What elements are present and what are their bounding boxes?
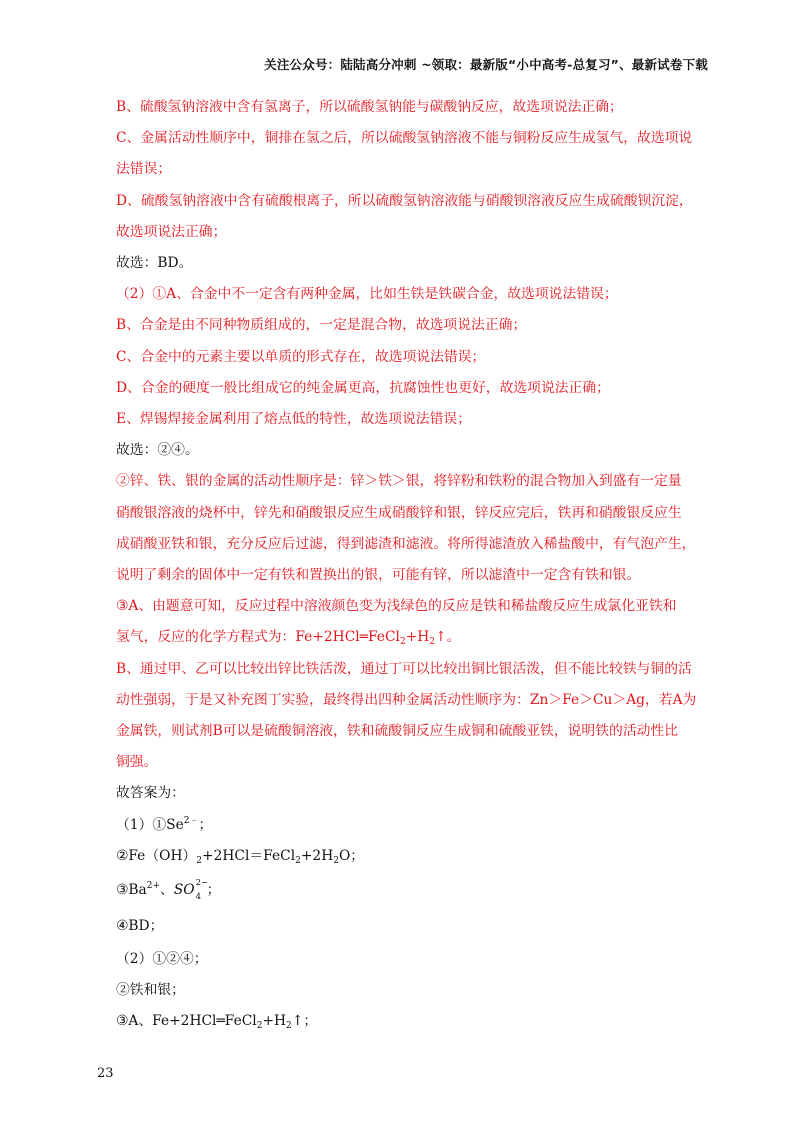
text-line: B、硫酸氢钠溶液中含有氢离子，所以硫酸氢钠能与碳酸钠反应，故选项说法正确； [116,99,623,115]
answer-line: ④BD； [116,918,164,935]
text-span: ③Ba [116,882,147,899]
atom-subscript: 4 [195,891,201,902]
text-line: B、通过甲、乙可以比较出锌比铁活泼，通过丁可以比较出铜比银活泼，但不能比较铁与铜的活 [116,660,692,677]
text-line: ③A、由题意可知，反应过程中溶液颜色变为浅绿色的反应是铁和稀盐酸反应生成氯化亚铁和 [116,598,677,615]
text-span: ③A、Fe+2HCl═FeCl [116,1013,257,1030]
text-span: O； [338,847,365,864]
answer-title: 故答案为： [116,785,185,802]
subscript: 2 [333,855,339,866]
text-span: ↑； [291,1013,318,1030]
text-line: D、硫酸氢钠溶液中含有硫酸根离子，所以硫酸氢钠溶液能与硝酸钡溶液反应生成硫酸钡沉淀， [116,192,693,209]
page-number: 23 [97,1066,114,1081]
text-line: E、焊锡焊接金属利用了熔点低的特性，故选项说法错误； [116,411,471,428]
superscript: 2+ [146,881,161,892]
ion-charge [195,877,209,902]
subscript: 2 [256,1021,263,1032]
text-line: （2）①A、合金中不一定含有两种金属，比如生铁是铁碳合金，故选项说法错误； [116,286,618,303]
text-line: 法错误； [116,161,172,178]
text-line: 故选项说法正确； [116,223,227,240]
text-span: +H [262,1013,287,1030]
subscript: 2 [295,855,301,866]
answer-line [116,841,706,872]
text-line: 说明了剩余的固体中一定有铁和置换出的银，可能有锌，所以滤渣中一定含有铁和银。 [116,567,641,584]
subscript: 2 [196,855,203,866]
text-span: ↑。 [435,629,461,646]
text-span: 氢气，反应的化学方程式为：Fe+2HCl═FeCl [116,629,400,646]
answer-block [116,778,706,1037]
answer-line: ②铁和银； [116,982,185,999]
text-line: 成硝酸亚铁和银，充分反应后过滤，得到滤渣和滤液。将所得滤渣放入稀盐酸中，有气泡产生， [116,535,696,552]
subscript: 2 [286,1021,292,1032]
subscript: 2 [399,637,406,648]
text-span: +2H [300,847,334,864]
text-line: 金属铁，则试剂B可以是硫酸铜溶液，铁和硫酸铜反应生成铜和硫酸亚铁，说明铁的活动性比 [116,723,679,740]
answer-line: （2）①②④； [116,951,208,968]
text-span: （1）①Se [116,816,184,833]
text-span: +2HCl＝FeCl [202,847,296,864]
text-span: ②Fe（OH） [116,847,197,864]
answer-line [116,872,706,908]
sulfate-formula: SO [173,882,195,899]
text-span: ； [206,882,221,899]
text-line: C、金属活动性顺序中，铜排在氢之后，所以硫酸氢钠溶液不能与铜粉反应生成氢气，故选项说 [116,130,693,147]
solution-body [116,92,706,1038]
answer-line [116,1006,706,1037]
text-line: 故选：②④。 [116,442,199,459]
text-line: D、合金的硬度一般比组成它的纯金属更高，抗腐蚀性也更好，故选项说法正确； [116,379,610,396]
text-line: 铜强。 [116,754,158,771]
text-line: 故选：BD。 [116,255,193,272]
text-line: B、合金是由不同种物质组成的，一定是混合物，故选项说法正确； [116,317,527,334]
text-line: C、合金中的元素主要以单质的形式存在，故选项说法错误； [116,348,486,365]
superscript: 2﹣ [183,815,199,826]
answer-line [116,810,706,841]
text-line: 硝酸银溶液的烧杯中，锌先和硝酸银反应生成硝酸锌和银，锌反应完后，铁再和硝酸银反应生 [116,504,682,521]
charge-superscript: 2− [195,877,209,888]
text-line: ②锌、铁、银的金属的活动性顺序是：锌＞铁＞银，将锌粉和铁粉的混合物加入到盛有一定量 [116,473,682,490]
text-span: 、 [160,882,174,899]
text-span: +H [405,629,430,646]
text-line: 动性强弱，于是又补充图丁实验，最终得出四种金属活动性顺序为：Zn＞Fe＞Cu＞Ag，若A为 [116,691,697,708]
equation-line [116,622,706,653]
subscript: 2 [429,637,436,648]
page-header: 关注公众号：陆陆高分冲刺 ~领取：最新版“小中高考-总复习”、最新试卷下载 [264,57,708,72]
text-span: ； [198,816,213,833]
